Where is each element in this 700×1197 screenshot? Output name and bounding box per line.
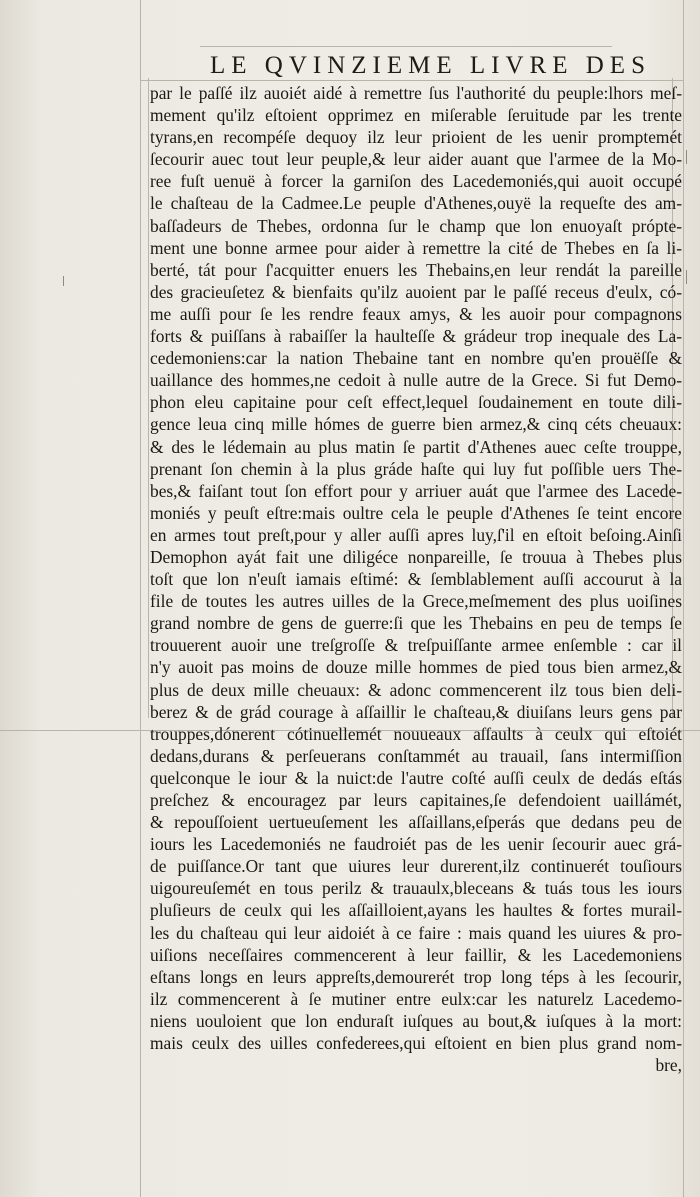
text-line: berez & de grád courage à aſſaillir le chaſteau,& diuiſans leurs gens par [150, 701, 682, 722]
text-line: phon eleu capitaine pour ceſt effect,lequel ſoudainement en toute dili- [150, 392, 682, 413]
text-line: dedans,durans & perſeuerans conſtammét au trauail, ſans intermiſſion [150, 745, 682, 766]
text-line: & des le lédemain au plus matin ſe partit d'Athenes auec ceſte trouppe, [150, 436, 682, 457]
text-line: me auſſi pour ſe les rendre feaux amys, & les auoir pour compagnons [150, 303, 682, 324]
margin-mark [63, 276, 64, 286]
text-line: preſchez & encouragez par leurs capitaines,ſe defendoient uaillámét, [150, 790, 682, 810]
text-line: prenant ſon chemin à la plus gráde haſte qui luy fut poſſible uers The- [150, 458, 682, 479]
text-line: moniés y peuſt eſtre:mais oultre cela le peuple d'Athenes ſe teint encore [150, 502, 682, 523]
top-text-rule [140, 80, 683, 81]
left-margin-rule [140, 0, 141, 1197]
text-line: en armes tout preſt,pour y aller auſſi apres luy,ſ'il en eſtoit beſoing.Ainſi [150, 524, 682, 545]
text-line: ilz commencerent à ſe mutiner entre eulx:car les naturelz Lacedemo- [150, 988, 682, 1009]
text-line: trouuerent auoir une treſgroſſe & treſpuiſſante armee enſemble : car il [150, 635, 682, 656]
text-line: pluſieurs de ceulx qui les aſſailloient,ayans les haultes & fortes murail- [150, 900, 682, 921]
text-line: le chaſteau de la Cadmee.Le peuple d'Athenes,ouyë la requeſte des am- [150, 193, 682, 214]
text-line: mais ceulx des uilles confederees,qui eſtoient en bien plus grand nom- [150, 1033, 682, 1054]
text-line: berté, tát pour ſ'acquitter enuers les Thebains,en leur rendát la pareille [150, 259, 682, 280]
text-line: quelconque le iour & la nuict:de l'autre coſté auſſi ceulx de dedás eſtás [150, 767, 682, 788]
text-line: mement qu'ilz eſtoient opprimez en miſerable ſeruitude par les trente [150, 105, 682, 126]
text-line: par le paſſé ilz auoiét aidé à remettre ſus l'authorité du peuple:lhors meſ- [150, 83, 682, 103]
text-line: de puiſſance.Or tant que uiures leur durerent,ilz continuerét touſiours [150, 856, 682, 877]
text-line: iours les Lacedemoniés ne faudroiét pas de les uenir ſecourir auec grá- [150, 834, 682, 855]
text-line: bes,& faiſant tout ſon effort pour y arriuer auát que l'armee des Lacede- [150, 480, 682, 501]
inner-left-rule [148, 78, 149, 718]
right-margin-rule [683, 0, 684, 1197]
text-line: forts & puiſſans à rabaiſſer la haulteſſe & grádeur trop inequale des La- [150, 326, 682, 347]
text-line: ree fuſt uenuë à forcer la garniſon des Lacedemoniés,qui auoit occupé [150, 171, 682, 192]
text-line: trouppes,dónerent cótinuellemét nouueaux aſſaults à ceulx qui eſtoiét [150, 723, 682, 744]
text-line: Demophon ayát fait une diligéce nonpareille, ſe trouua à Thebes plus [150, 546, 682, 567]
text-line: plus de deux mille cheuaux: & adonc commencerent ilz tous bien deli- [150, 679, 682, 700]
header-rule [200, 46, 612, 47]
margin-mark [686, 270, 687, 284]
text-line: & repouſſoient uertueuſement les aſſaillans,eſperás que dedans peu de [150, 812, 682, 833]
text-line: uiſions neceſſaires commencerent à leur faillir, & les Lacedemoniens [150, 944, 682, 965]
text-line: baſſadeurs de Thebes, ordonna ſur le champ que lon enuoyaſt própte- [150, 215, 682, 236]
text-line: toſt que lon n'euſt iamais eſtimé: & ſemblablement auſſi accourut à la [150, 569, 682, 590]
text-line: grand nombre de gens de guerre:ſi que les Thebains en peu de temps ſe [150, 613, 682, 634]
text-line: ment une bonne armee pour aider à remettre la cité de Thebes en ſa li- [150, 237, 682, 258]
text-line: gence leua cinq mille hómes de guerre bien armez,& cinq céts cheuaux: [150, 414, 682, 435]
margin-mark [686, 150, 687, 164]
text-line: uaillance des hommes,ne cedoit à nulle autre de la Grece. Si fut Demo- [150, 370, 682, 391]
running-head: LE QVINZIEME LIVRE DES [210, 52, 651, 79]
text-line: ſecourir auec tout leur peuple,& leur aider auant que l'armee de la Mo- [150, 149, 682, 170]
text-line: niens uouloient que lon enduraſt iuſques au bout,& iuſques à la mort: [150, 1010, 682, 1031]
text-line: les du chaſteau qui leur aidoiét à ce faire : mais quand les uiures & pro- [150, 922, 682, 943]
text-line: cedemoniens:car la nation Thebaine tant en nombre qu'en prouëſſe & [150, 348, 682, 369]
catchword: bre, [655, 1055, 682, 1076]
text-line: uigoureuſemét en tous perilz & trauaulx,bleceans & tuás tous les iours [150, 878, 682, 899]
body-text [150, 82, 682, 1076]
text-line: des gracieuſetez & bienfaits qu'ilz auoient par le paſſé receus d'eulx, có- [150, 281, 682, 302]
text-line: tyrans,en recompéſe dequoy ilz leur prioient de les uenir promptemét [150, 127, 682, 148]
text-line: n'y auoit pas moins de douze mille hommes de pied tous bien armez,& [150, 657, 682, 678]
text-line: file de toutes les autres uilles de la Grece,meſmement des plus uoiſines [150, 591, 682, 612]
text-line: eſtans longs en leurs appreſts,demourerét trop long téps à les ſecourir, [150, 966, 682, 987]
